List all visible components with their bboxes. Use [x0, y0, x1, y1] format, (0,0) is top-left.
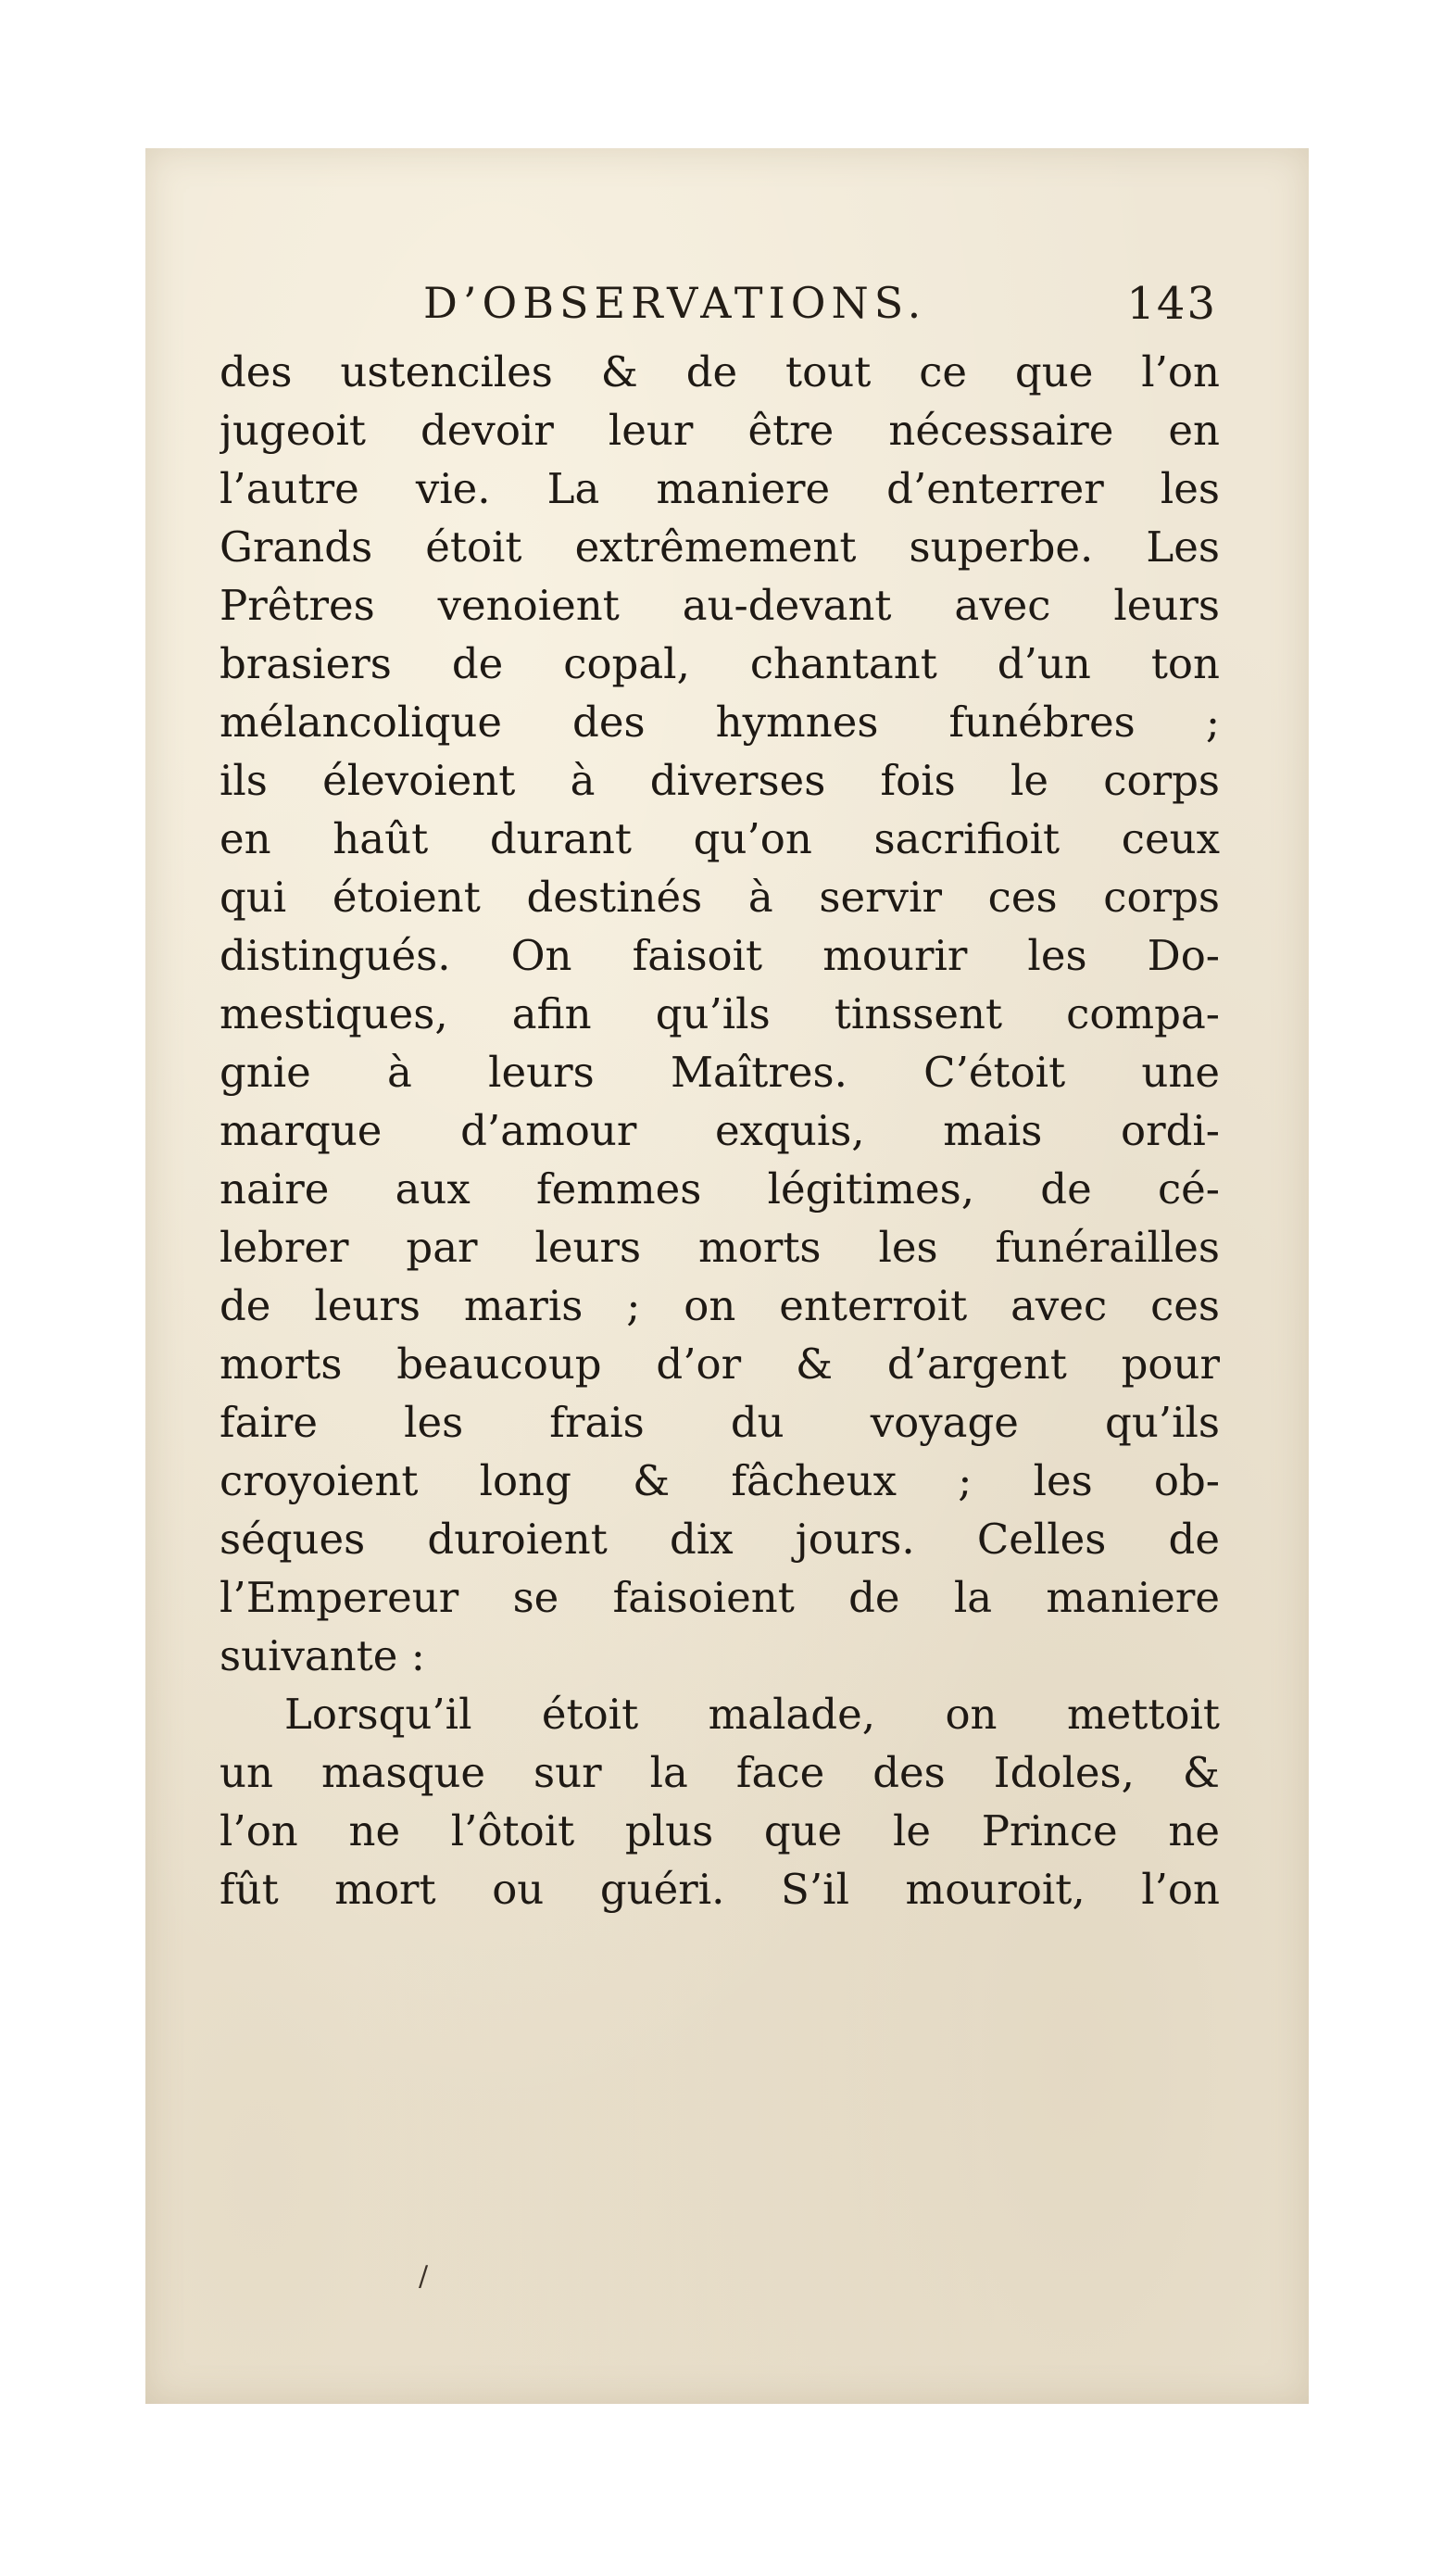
paragraph-end-line: suivante : — [220, 1631, 425, 1680]
text-line: morts beaucoup d’or & d’argent pour — [220, 1339, 1220, 1389]
paragraph-start-line: Lorsqu’il étoit malade, on mettoit — [284, 1690, 1220, 1739]
text-line: distingués. On faisoit mourir les Do- — [220, 931, 1220, 980]
text-line: faire les frais du voyage qu’ils — [220, 1398, 1220, 1447]
text-line: qui étoient destinés à servir ces corps — [220, 873, 1220, 922]
text-line: mestiques, afin qu’ils tinssent compa- — [220, 989, 1220, 1038]
running-title: D’OBSERVATIONS. — [423, 278, 927, 328]
text-line: Grands étoit extrêmement superbe. Les — [220, 522, 1220, 572]
book-page — [145, 148, 1309, 2404]
text-line: l’on ne l’ôtoit plus que le Prince ne — [220, 1806, 1220, 1855]
text-line: brasiers de copal, chantant d’un ton — [220, 639, 1220, 688]
text-line: l’autre vie. La maniere d’enterrer les — [220, 464, 1220, 513]
body-text — [220, 343, 1220, 1918]
text-line: Prêtres venoient au-devant avec leurs — [220, 581, 1220, 630]
text-line: séques duroient dix jours. Celles de — [220, 1515, 1220, 1564]
text-line: fût mort ou guéri. S’il mouroit, l’on — [220, 1865, 1220, 1914]
text-line: des ustenciles & de tout ce que l’on — [220, 347, 1220, 396]
page-header — [282, 278, 1217, 352]
text-line: marque d’amour exquis, mais ordi- — [220, 1106, 1220, 1155]
text-line: en haût durant qu’on sacrifioit ceux — [220, 814, 1220, 863]
text-line: de leurs maris ; on enterroit avec ces — [220, 1281, 1220, 1330]
text-line: un masque sur la face des Idoles, & — [220, 1748, 1220, 1797]
page-number: 143 — [1126, 278, 1217, 330]
text-line: naire aux femmes légitimes, de cé- — [220, 1164, 1220, 1214]
stray-ink-mark: / — [419, 2260, 429, 2293]
text-line: ils élevoient à diverses fois le corps — [220, 756, 1220, 805]
text-line: l’Empereur se faisoient de la maniere — [220, 1573, 1220, 1622]
text-line: croyoient long & fâcheux ; les ob- — [220, 1456, 1220, 1505]
text-line: gnie à leurs Maîtres. C’étoit une — [220, 1048, 1220, 1097]
text-line: lebrer par leurs morts les funérailles — [220, 1223, 1220, 1272]
text-line: jugeoit devoir leur être nécessaire en — [220, 406, 1220, 455]
text-line: mélancolique des hymnes funébres ; — [220, 698, 1220, 747]
